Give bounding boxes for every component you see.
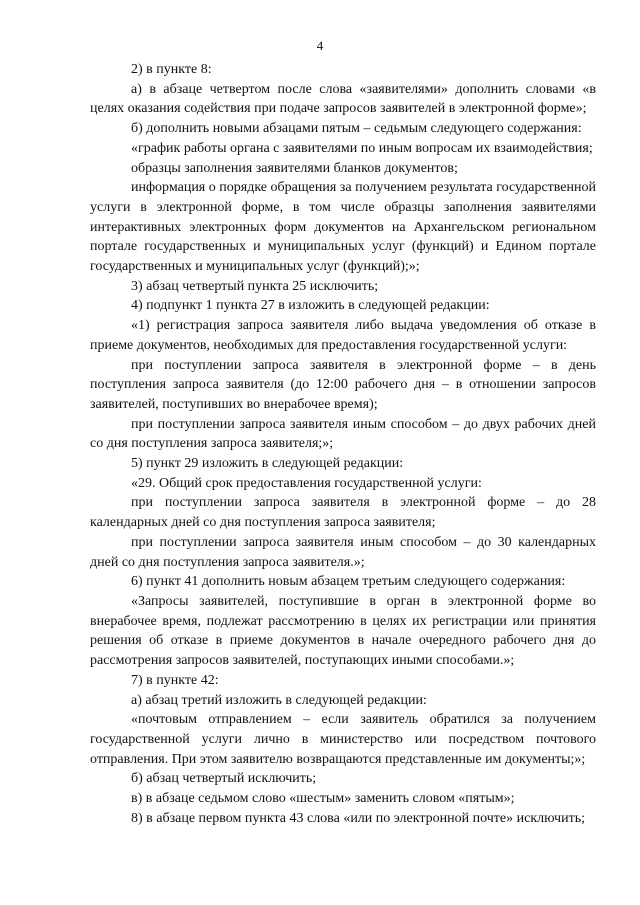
paragraph: информация о порядке обращения за получением результата государственной услуги в электронной форме, в том числе образцы заполнения заявителями интерактивных электронных форм документов на Архангельском региональном портале государственных и муниципальных услуг (функций) и Едином портале государственных и муниципальных услуг (функций);»; — [90, 180, 596, 275]
paragraph: «1) регистрация запроса заявителя либо выдача уведомления об отказе в приеме документов, необходимых для предоставления государственной услуги: — [90, 318, 596, 353]
paragraph: «почтовым отправлением – если заявитель обратился за получением государственной услуги лично в министерство или посредством почтового отправления. При этом заявителю возвращаются представленные им документы;»; — [90, 712, 596, 767]
paragraph: 5) пункт 29 изложить в следующей редакции: — [131, 456, 404, 472]
paragraph: в) в абзаце седьмом слово «шестым» заменить словом «пятым»; — [131, 791, 515, 807]
paragraph: 8) в абзаце первом пункта 43 слова «или по электронной почте» исключить; — [131, 810, 585, 826]
paragraph: а) абзац третий изложить в следующей редакции: — [131, 692, 427, 708]
paragraph: «29. Общий срок предоставления государственной услуги: — [131, 475, 482, 491]
document-body — [90, 60, 596, 828]
paragraph: б) дополнить новыми абзацами пятым – седьмым следующего содержания: — [131, 121, 582, 137]
paragraph: при поступлении запроса заявителя иным способом – до 30 календарных дней со дня поступления запроса заявителя.»; — [90, 534, 596, 570]
paragraph: при поступлении запроса заявителя иным способом – до двух рабочих дней со дня поступления запроса заявителя;»; — [90, 416, 596, 452]
paragraph: б) абзац четвертый исключить; — [131, 771, 317, 787]
paragraph: при поступлении запроса заявителя в электронной форме – в день поступления запроса заявителя (до 12:00 рабочего дня – в отношении запросов заявителей, поступивших во внерабочее время); — [90, 357, 596, 412]
paragraph: 7) в пункте 42: — [131, 672, 219, 688]
paragraph: при поступлении запроса заявителя в электронной форме – до 28 календарных дней со дня поступления запроса заявителя; — [90, 495, 596, 531]
paragraph: образцы заполнения заявителями бланков документов; — [131, 160, 458, 176]
paragraph: 4) подпункт 1 пункта 27 в изложить в следующей редакции: — [131, 298, 490, 314]
paragraph: «график работы органа с заявителями по иным вопросам их взаимодействия; — [131, 140, 593, 156]
paragraph: 2) в пункте 8: — [131, 62, 212, 77]
paragraph: 6) пункт 41 дополнить новым абзацем третьим следующего содержания: — [131, 574, 566, 590]
paragraph: «Запросы заявителей, поступившие в орган в электронной форме во внерабочее время, подлежат рассмотрению в целях их регистрации или принятия решения об отказе в приеме документов в начале очередного рабочего дня до рассмотрения запросов заявителей, поступающих иными способами.»; — [90, 593, 596, 669]
paragraph: 3) абзац четвертый пункта 25 исключить; — [131, 278, 379, 294]
page-number: 4 — [316, 38, 324, 53]
paragraph: а) в абзаце четвертом после слова «заявителями» дополнить словами «в целях оказания содействия при подаче запросов заявителей в электронной форме»; — [90, 81, 596, 117]
